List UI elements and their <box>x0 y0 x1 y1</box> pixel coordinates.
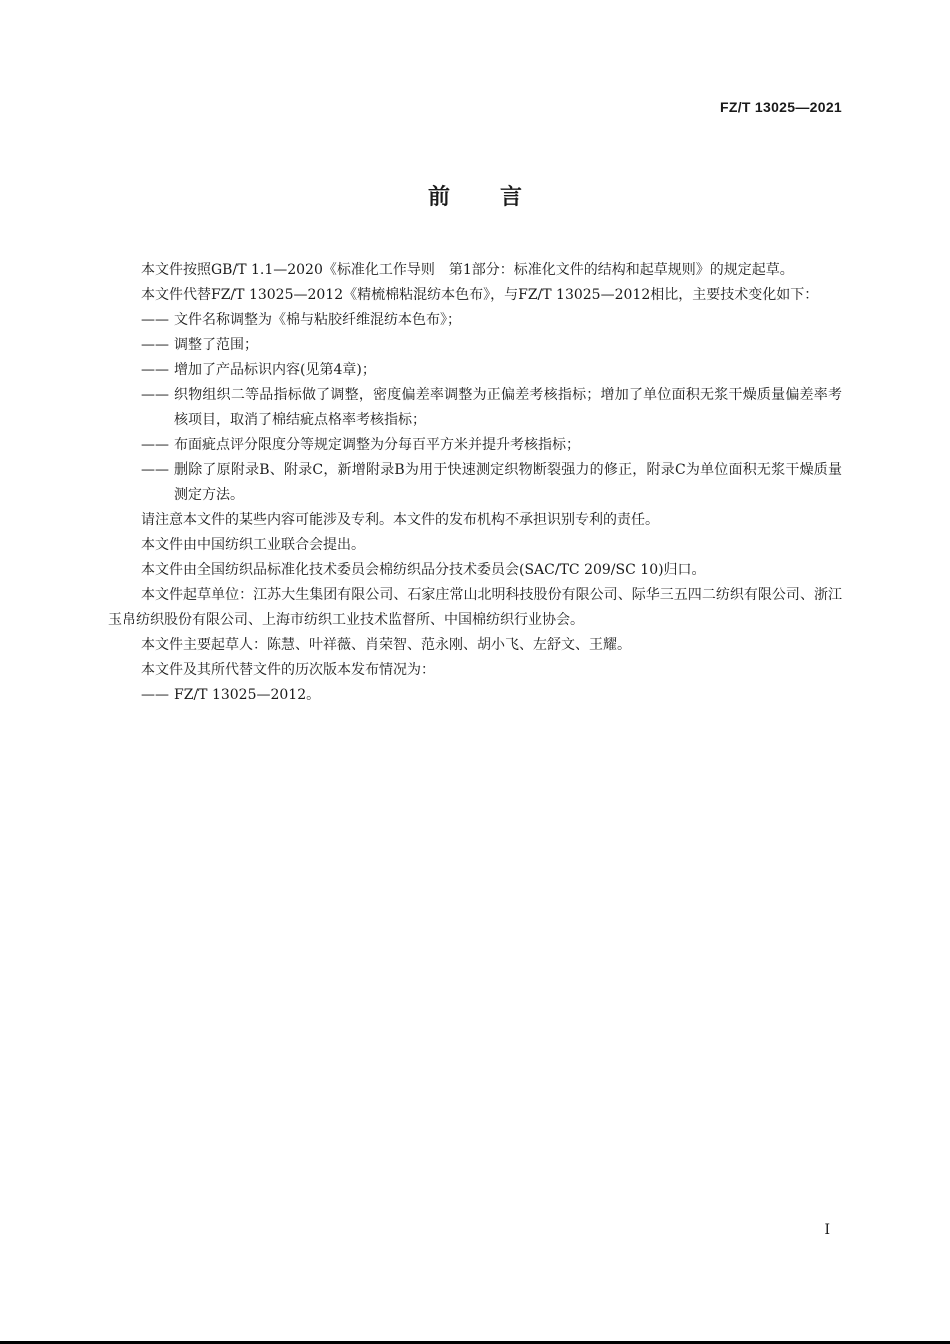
dash-mark: —— <box>141 462 169 478</box>
history-item <box>108 683 842 708</box>
dash-mark: —— <box>141 387 169 403</box>
dash-mark: —— <box>141 687 169 703</box>
change-text: 布面疵点评分限度分等规定调整为分每百平方米并提升考核指标； <box>174 437 580 453</box>
change-text: 文件名称调整为《棉与粘胶纤维混纺本色布》； <box>174 312 461 328</box>
dash-mark: —— <box>141 437 169 453</box>
document-body <box>108 258 842 708</box>
page-number: I <box>824 1222 830 1238</box>
paragraph-patent-notice: 请注意本文件的某些内容可能涉及专利。本文件的发布机构不承担识别专利的责任。 <box>141 512 659 528</box>
dash-mark: —— <box>141 337 169 353</box>
paragraph-replacement: 本文件代替FZ/T 13025—2012《精梳棉粘混纺本色布》，与FZ/T 13025—2012相比，主要技术变化如下： <box>141 287 819 303</box>
standard-number: FZ/T 13025—2021 <box>719 99 842 115</box>
change-item <box>108 333 842 358</box>
change-text: 调整了范围； <box>174 337 258 353</box>
change-text: 织物组织二等品指标做了调整，密度偏差率调整为正偏差考核指标；增加了单位面积无浆干燥质量偏差率考核项目，取消了棉结疵点格率考核指标； <box>174 387 842 428</box>
paragraph-drafting-units: 本文件起草单位：江苏大生集团有限公司、石家庄常山北明科技股份有限公司、际华三五四二纺织有限公司、浙江玉帛纺织股份有限公司、上海市纺织工业技术监督所、中国棉纺织行业协会。 <box>108 587 842 628</box>
dash-mark: —— <box>141 362 169 378</box>
paragraph-drafting-rules: 本文件按照GB/T 1.1—2020《标准化工作导则 第1部分：标准化文件的结构和起草规则》的规定起草。 <box>141 262 794 278</box>
dash-mark: —— <box>141 312 169 328</box>
change-item <box>108 358 842 383</box>
change-item <box>108 433 842 458</box>
history-text: FZ/T 13025—2012。 <box>174 687 321 703</box>
paragraph-proposer: 本文件由中国纺织工业联合会提出。 <box>141 537 365 553</box>
paragraph-drafters: 本文件主要起草人：陈慧、叶祥薇、肖荣智、范永刚、胡小飞、左舒文、王耀。 <box>141 637 631 653</box>
paragraph-committee: 本文件由全国纺织品标准化技术委员会棉纺织品分技术委员会(SAC/TC 209/SC 10)归口。 <box>141 562 706 578</box>
page-title: 前言 <box>427 185 572 210</box>
change-text: 增加了产品标识内容(见第4章)； <box>174 362 376 378</box>
paragraph-history: 本文件及其所代替文件的历次版本发布情况为： <box>141 662 435 678</box>
change-item <box>108 383 842 433</box>
change-item <box>108 458 842 508</box>
change-text: 删除了原附录B、附录C，新增附录B为用于快速测定织物断裂强力的修正，附录C为单位面积无浆干燥质量测定方法。 <box>174 462 842 503</box>
change-item <box>108 308 842 333</box>
